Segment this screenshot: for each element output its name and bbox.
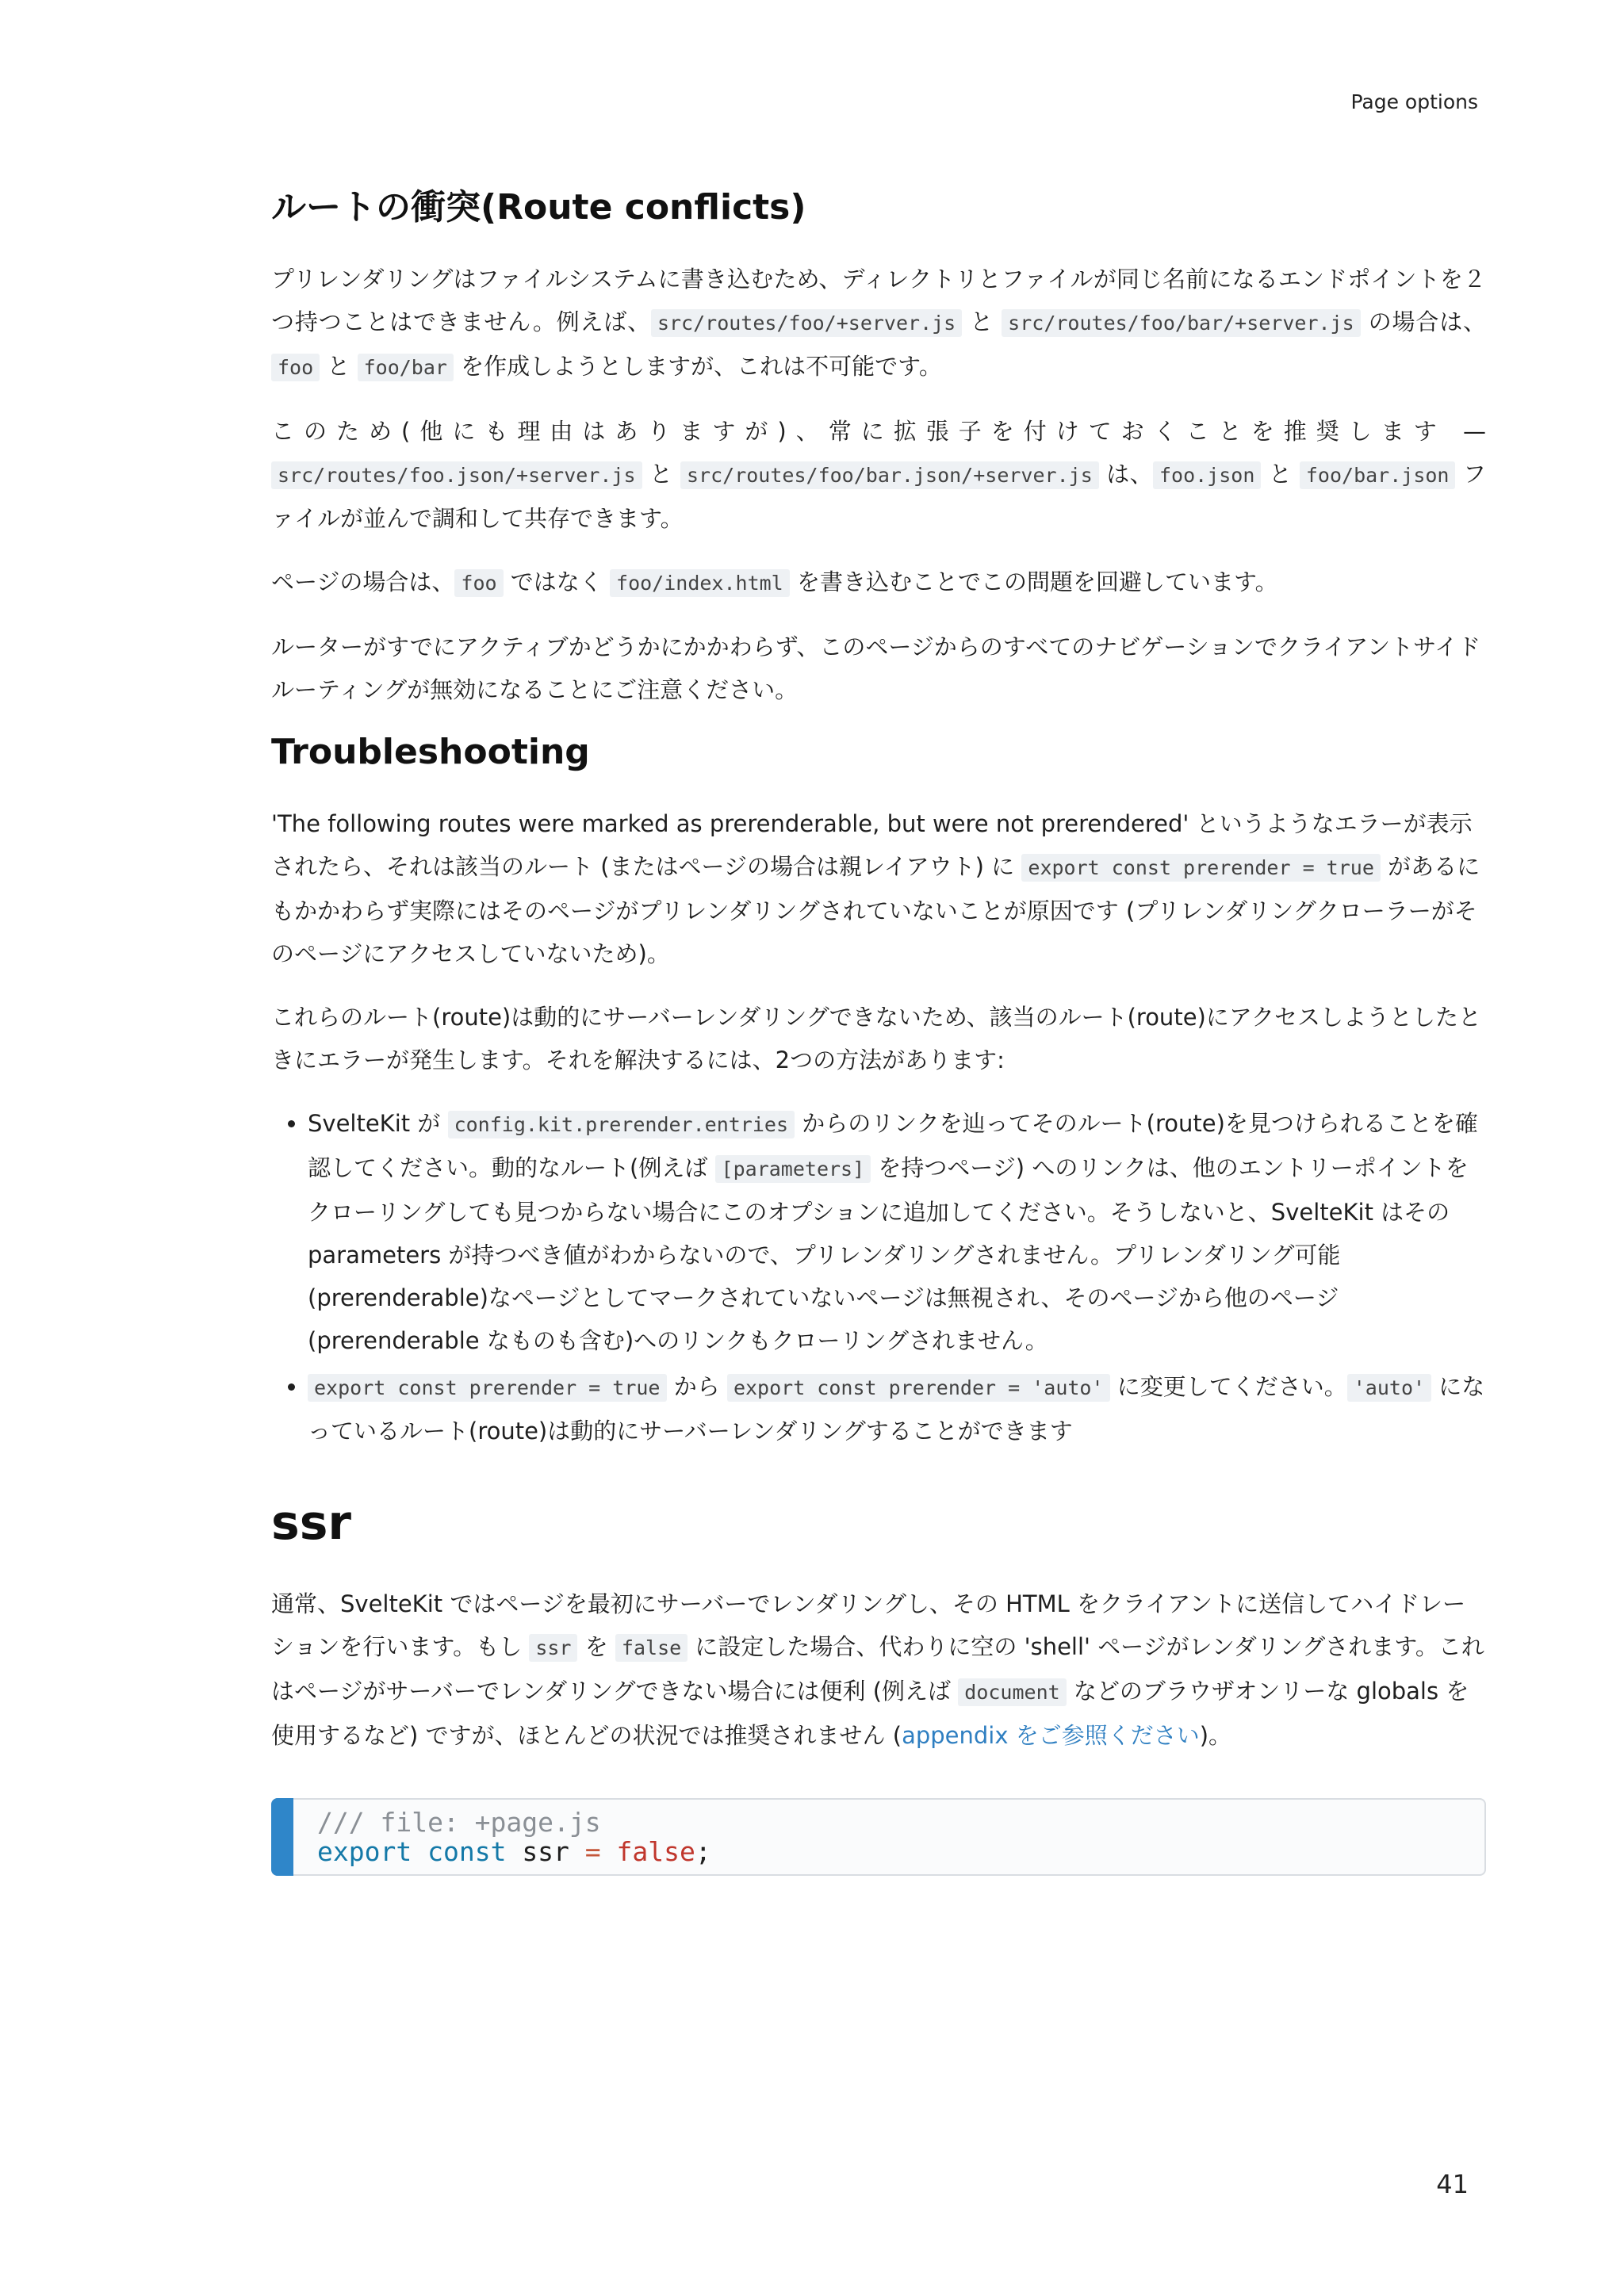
inline-code: [parameters] [715,1155,871,1183]
route-conflicts-paragraph-1: プリレンダリングはファイルシステムに書き込むため、ディレクトリとファイルが同じ名前になるエンドポイントを２つ持つことはできません。例えば、 src/routes/foo/+server.js と src/routes/foo/bar/+server.js の場合は、foo と foo/bar を作成しようとしますが、これは不可能です。 [271,265,1487,380]
list-item: • SvelteKit が config.kit.prerender.entries からのリンクを辿ってそのルート(route)を見つけられることを確認してください。動的なルート(例えば [parameters] を持つページ) へのリンクは、他のエントリーポイントをクローリングしても見つからない場合にこのオプションに追加してください。そうしないと、SvelteKit はその parameters が持つべき値がわからないので、プリレンダリングされません。プリレンダリング可能(prerenderable)なページとしてマークされていないページは無視され、そのページから他のページ(prerenderable なものも含む)へのリンクもクローリングされません。 [308,1102,1486,1362]
code-line-comment: /// file: +page.js [317,1806,601,1838]
ssr-paragraph: 通常、SvelteKit ではページを最初にサーバーでレンダリングし、その HTML をクライアントに送信してハイドレーションを行います。もし ssr を false に設定した場合、代わりに空の 'shell' ページがレンダリングされます。これはページがサーバーでレンダリングできない場合には便利 (例えば document などのブラウザオンリーな globals を使用するなど) ですが、ほとんどの状況では推奨されません (appendix をご参照ください)。 [271,1590,1484,1749]
inline-code: foo [454,569,503,597]
route-conflicts-heading: ルートの衝突(Route conflicts) [271,187,806,228]
code-block [271,1798,1486,1876]
solutions-list [271,1102,1486,1452]
code-line-statement: export const ssr = false; [317,1835,711,1867]
page-number: 41 [1436,2169,1469,2199]
inline-code: export const prerender = 'auto' [727,1374,1110,1402]
troubleshooting-heading: Troubleshooting [271,731,590,772]
troubleshooting-paragraph-1: 'The following routes were marked as prerenderable, but were not prerendered' というようなエラーが表示されたら、それは該当のルート (またはページの場合は親レイアウト) に export const prerender = true があるにもかかわらず実際にはそのページがプリレンダリングされていないことが原因です (プリレンダリングクローラーがそのページにアクセスしていないため)。 [271,809,1480,967]
inline-code: src/routes/foo.json/+server.js [271,461,642,489]
inline-code: document [958,1678,1066,1706]
inline-code: foo.json [1153,461,1261,489]
route-conflicts-paragraph-3: ページの場合は、 foo ではなく foo/index.html を書き込むことでこの問題を回避しています。 [271,568,1278,595]
inline-code: ssr [529,1634,577,1662]
troubleshooting-paragraph-2: これらのルート(route)は動的にサーバーレンダリングできないため、該当のルート(route)にアクセスしようとしたときにエラーが発生します。それを解決するには、2つの方法があります: [271,1003,1481,1073]
running-header: Page options [1350,90,1478,113]
route-conflicts-paragraph-4: ルーターがすでにアクティブかどうかにかかわらず、このページからのすべてのナビゲーションでクライアントサイドルーティングが無効になることにご注意ください。 [271,633,1481,703]
inline-code: export const prerender = true [308,1374,667,1402]
inline-code: src/routes/foo/bar/+server.js [1002,309,1361,337]
inline-code: config.kit.prerender.entries [448,1111,795,1138]
ssr-heading: ssr [271,1494,352,1551]
code-block-accent-bar [271,1798,293,1876]
inline-code: false [615,1634,688,1662]
inline-code: foo/index.html [610,569,790,597]
inline-code: foo/bar.json [1300,461,1456,489]
page-content [271,187,1486,1876]
inline-code: src/routes/foo/bar.json/+server.js [680,461,1099,489]
inline-code: export const prerender = true [1021,854,1381,882]
inline-code: src/routes/foo/+server.js [651,309,962,337]
inline-code: foo [271,354,320,381]
inline-code: 'auto' [1347,1374,1431,1402]
route-conflicts-paragraph-2: このため(他にも理由はありますが)、常に拡張子を付けておくことを推奨します — src/routes/foo.json/+server.js と src/routes/foo/bar.json/+server.js は、 foo.json と foo/bar.json ファイルが並んで調和して共存できます。 [271,417,1487,532]
appendix-link[interactable]: appendix をご参照ください [902,1721,1200,1749]
list-item: • export const prerender = true から export const prerender = 'auto' に変更してください。 'auto' になっているルート(route)は動的にサーバーレンダリングすることができます [308,1365,1486,1452]
inline-code: foo/bar [358,354,454,381]
